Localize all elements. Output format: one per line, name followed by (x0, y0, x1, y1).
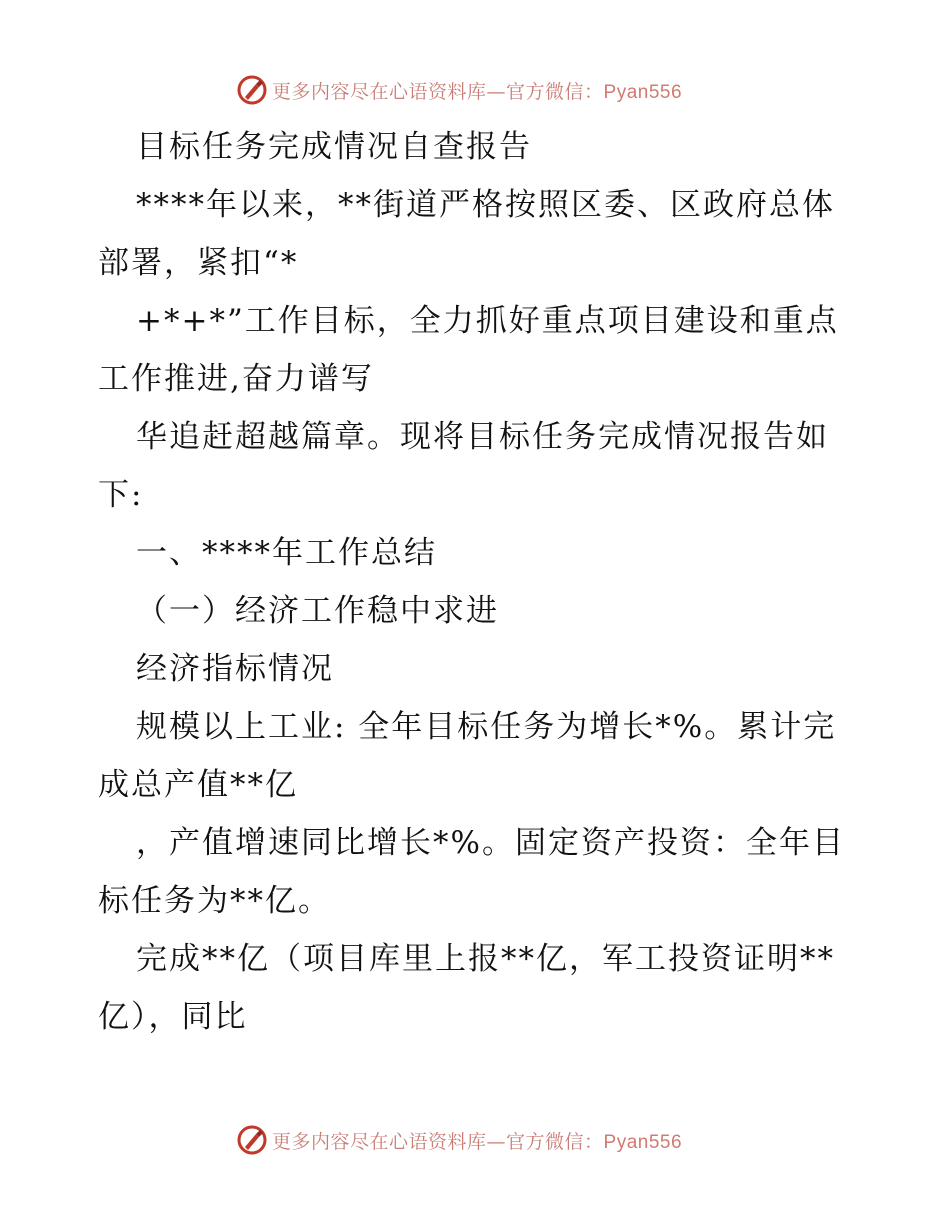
paragraph-line: +*+*”工作目标，全力抓好重点项目建设和重点 (136, 303, 839, 339)
watermark-text: 更多内容尽在心语资料库—官方微信：Pyan556 (272, 80, 683, 103)
paragraph-line: 规模以上工业: 全年目标任务为增长*%。累计完 (136, 709, 837, 745)
paragraph-line: 标任务为**亿。 (98, 883, 331, 919)
paragraph-line: ****年以来，**街道严格按照区委、区政府总体 (136, 187, 835, 223)
paragraph-line: 亿），同比 (98, 999, 248, 1035)
section-heading: 一、****年工作总结 (136, 535, 437, 571)
watermark-header (236, 73, 682, 107)
subsection-heading: 经济指标情况 (136, 651, 334, 687)
subsection-heading: （一）经济工作稳中求进 (136, 593, 499, 629)
paragraph-line: 成总产值**亿 (98, 767, 298, 803)
paragraph-line: 部署，紧扣“* (98, 245, 299, 281)
paragraph-line: 下: (98, 477, 144, 513)
watermark-text: 更多内容尽在心语资料库—官方微信：Pyan556 (272, 1130, 683, 1153)
pen-logo-icon (236, 1124, 268, 1156)
paragraph-line: 工作推进,奋力谱写 (98, 361, 374, 397)
document-body (98, 118, 858, 1046)
paragraph-line: ，产值增速同比增长*%。固定资产投资：全年目 (136, 825, 845, 861)
pen-logo-icon (236, 74, 268, 106)
paragraph-line: 完成**亿（项目库里上报**亿，军工投资证明** (136, 941, 835, 977)
watermark-footer (236, 1123, 682, 1157)
paragraph-line: 华追赶超越篇章。现将目标任务完成情况报告如 (136, 419, 829, 455)
document-title: 目标任务完成情况自查报告 (136, 129, 532, 165)
